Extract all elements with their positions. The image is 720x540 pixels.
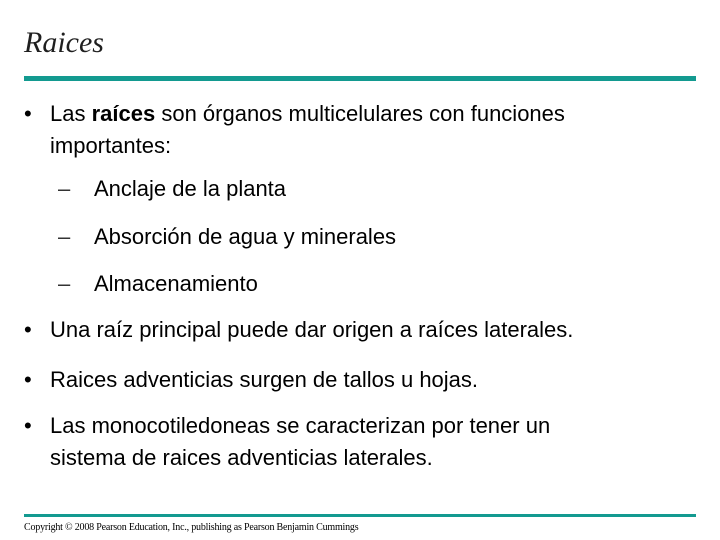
title-divider xyxy=(24,76,696,81)
bullet-3-text: Raices adventicias surgen de tallos u hojas. xyxy=(50,367,479,392)
copyright-footer: Copyright © 2008 Pearson Education, Inc., publishing as Pearson Benjamin Cummings xyxy=(24,522,359,533)
bullet-dot: • xyxy=(24,317,32,342)
sub-item-label: Anclaje de la planta xyxy=(94,176,287,201)
dash-mark: – xyxy=(58,224,71,249)
bullet-dot: • xyxy=(24,367,32,392)
bullet-1-text xyxy=(50,98,690,162)
footer-divider xyxy=(24,514,696,517)
slide-title: Raices xyxy=(24,26,104,59)
bullet-dot: • xyxy=(24,413,32,438)
bullet-2-text: Una raíz principal puede dar origen a raíces laterales. xyxy=(50,317,574,342)
bullet-dot: • xyxy=(24,101,32,126)
sub-item-label: Almacenamiento xyxy=(94,271,258,296)
bullet-1-bold: raíces xyxy=(91,101,156,126)
sub-item-label: Absorción de agua y minerales xyxy=(94,224,397,249)
dash-mark: – xyxy=(58,271,71,296)
bullet-4-text: Las monocotiledoneas se caracterizan por tener un sistema de raices adventicias laterales. xyxy=(50,413,551,470)
bullet-1-prefix: Las xyxy=(50,101,92,126)
bullet-1-suffix: son órganos multicelulares con funciones importantes: xyxy=(50,101,565,158)
dash-mark: – xyxy=(58,176,71,201)
